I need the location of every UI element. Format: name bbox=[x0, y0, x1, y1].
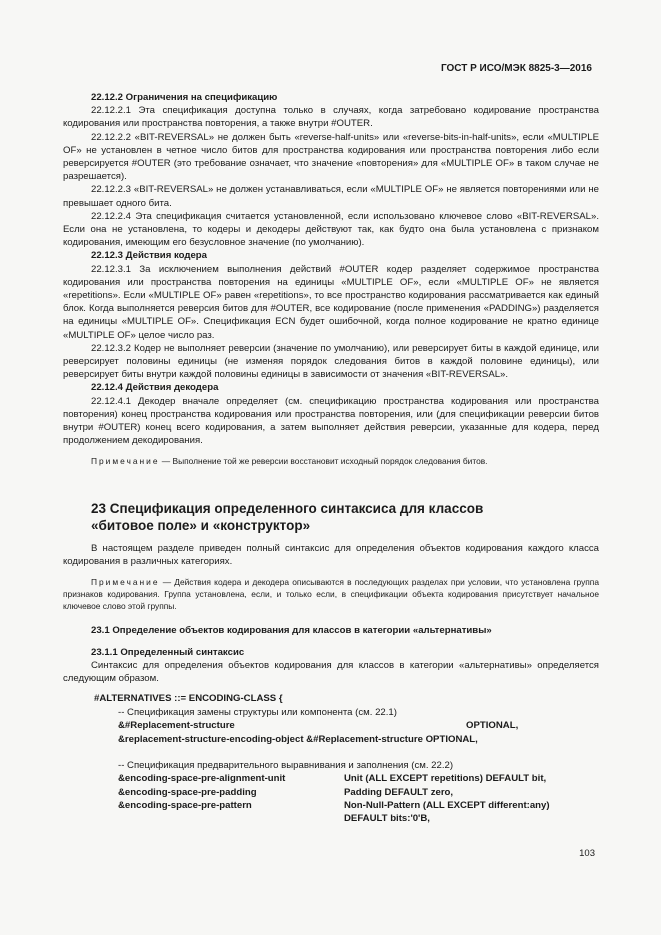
section-23-title-line1: 23 Спецификация определенного синтаксиса для классов bbox=[91, 501, 484, 516]
note-1 bbox=[63, 455, 599, 467]
para-23-1-1: Синтаксис для определения объектов кодирования для классов в категории «альтернативы» определяется следующим образом. bbox=[63, 659, 599, 685]
code-line-8-name: &encoding-space-pre-pattern bbox=[118, 800, 252, 811]
note-2-label: Примечание bbox=[91, 577, 160, 588]
code-line-1: #ALTERNATIVES ::= ENCODING-CLASS { bbox=[94, 693, 283, 704]
code-line-7-type: Padding DEFAULT zero, bbox=[344, 787, 454, 798]
code-line-6-name: &encoding-space-pre-alignment-unit bbox=[118, 773, 286, 784]
note-2-text: — Действия кодера и декодера описываются в последующих разделах при условии, что установлена группа признаков кодирования. Группа установлена, если, и только если, в спецификации объекта кодирования присутствует начальное ключевое слово этой группы. bbox=[63, 577, 599, 612]
note-1-label: Примечание bbox=[91, 456, 160, 467]
code-comment-1: -- Спецификация замены структуры или компонента (см. 22.1) bbox=[118, 707, 397, 718]
para-22-12-4-1: 22.12.4.1 Декодер вначале определяет (см. спецификацию пространства кодирования или пространства повторения) конец пространства кодирования или пространства повторения, или (для спецификации реверсии битов внутри #OUTER) конец всего кодирования, а затем выполняет действия реверсии, указанные для кодера, перед продолжением декодирования. bbox=[63, 395, 599, 447]
para-22-12-2-1: 22.12.2.1 Эта спецификация доступна только в случаях, когда затребовано кодирование пространства кодирования или пространства повторения, а также внутри #OUTER. bbox=[63, 105, 599, 130]
note-1-text: — Выполнение той же реверсии восстановит исходный порядок следования битов. bbox=[159, 456, 488, 467]
code-line-3-name: &#Replacement-structure bbox=[118, 720, 235, 731]
code-line-4: &replacement-structure-encoding-object &#Replacement-structure OPTIONAL, bbox=[118, 734, 478, 745]
section-22-12 bbox=[63, 91, 599, 467]
para-23-intro: В настоящем разделе приведен полный синтаксис для определения объектов кодирования каждого класса кодирования в различных категориях. bbox=[63, 543, 599, 568]
section-23-title-line2: «битовое поле» и «конструктор» bbox=[91, 518, 311, 533]
code-comment-2: -- Спецификация предварительного выравнивания и заполнения (см. 22.2) bbox=[118, 760, 454, 771]
heading-22-12-2: 22.12.2 Ограничения на спецификацию bbox=[91, 92, 278, 103]
page-number: 103 bbox=[579, 848, 595, 859]
heading-23-1: 23.1 Определение объектов кодирования для классов в категории «альтернативы» bbox=[91, 625, 492, 637]
document-header: ГОСТ Р ИСО/МЭК 8825-3—2016 bbox=[440, 63, 592, 74]
code-line-8-type: Non-Null-Pattern (ALL EXCEPT different:any) bbox=[344, 800, 550, 811]
para-22-12-3-1: 22.12.3.1 За исключением выполнения действий #OUTER кодер разделяет содержимое пространства кодирования или пространства повторения на единицы «MULTIPLE OF», если «MULTIPLE OF» не является «repetitions». Если «MULTIPLE OF» равен «repetitions», то все пространство кодирования рассматривается как единый блок. Когда выполняется реверсия битов для #OUTER, все кодирование (после применения «PADDING») разделяется на единицы «MULTIPLE OF». Спецификация ECN будет ошибочной, когда полное кодирование не кратно единице «MULTIPLE OF» целое число раз. bbox=[63, 263, 599, 341]
heading-22-12-3: 22.12.3 Действия кодера bbox=[91, 250, 207, 262]
para-22-12-2-4: 22.12.2.4 Эта спецификация считается установленной, если использовано ключевое слово «BIT-REVERSAL». Если она не установлена, то кодеры и декодеры действуют так, как будто она была установлена с признаком кодирования, имеющим его безусловное значение (по умолчанию). bbox=[63, 210, 599, 249]
code-line-6-type: Unit (ALL EXCEPT repetitions) DEFAULT bit, bbox=[344, 773, 547, 784]
code-line-9-type: DEFAULT bits:'0'B, bbox=[344, 813, 430, 824]
section-23-body bbox=[63, 542, 599, 685]
code-line-7-name: &encoding-space-pre-padding bbox=[118, 787, 257, 798]
para-22-12-3-2: 22.12.3.2 Кодер не выполняет реверсии (значение по умолчанию), или реверсирует биты в каждой единице, или реверсирует половины единицы (не изменяя порядок следования битов в каждой половине единицы), или реверсирует биты внутри каждой половины единицы в зависимости от значения «BIT-REVERSAL». bbox=[63, 342, 599, 381]
heading-23-1-1: 23.1.1 Определенный синтаксис bbox=[91, 646, 245, 658]
note-2 bbox=[63, 576, 599, 612]
code-line-3-type: OPTIONAL, bbox=[466, 720, 519, 731]
section-23-title bbox=[91, 500, 561, 534]
para-22-12-2-3: 22.12.2.3 «BIT-REVERSAL» не должен устанавливаться, если «MULTIPLE OF» не является повторениями или не превышает одного бита. bbox=[63, 184, 599, 209]
para-22-12-2-2: 22.12.2.2 «BIT-REVERSAL» не должен быть «reverse-half-units» или «reverse-bits-in-half-units», если «MULTIPLE OF» не установлен в четное число битов для пространства кодирования или пространства повторения либо если реверсируется #OUTER (это требование означает, что значение «повторения» для «MULTIPLE OF» в таком случае не разрешается). bbox=[63, 131, 599, 183]
heading-22-12-4: 22.12.4 Действия декодера bbox=[91, 382, 219, 394]
